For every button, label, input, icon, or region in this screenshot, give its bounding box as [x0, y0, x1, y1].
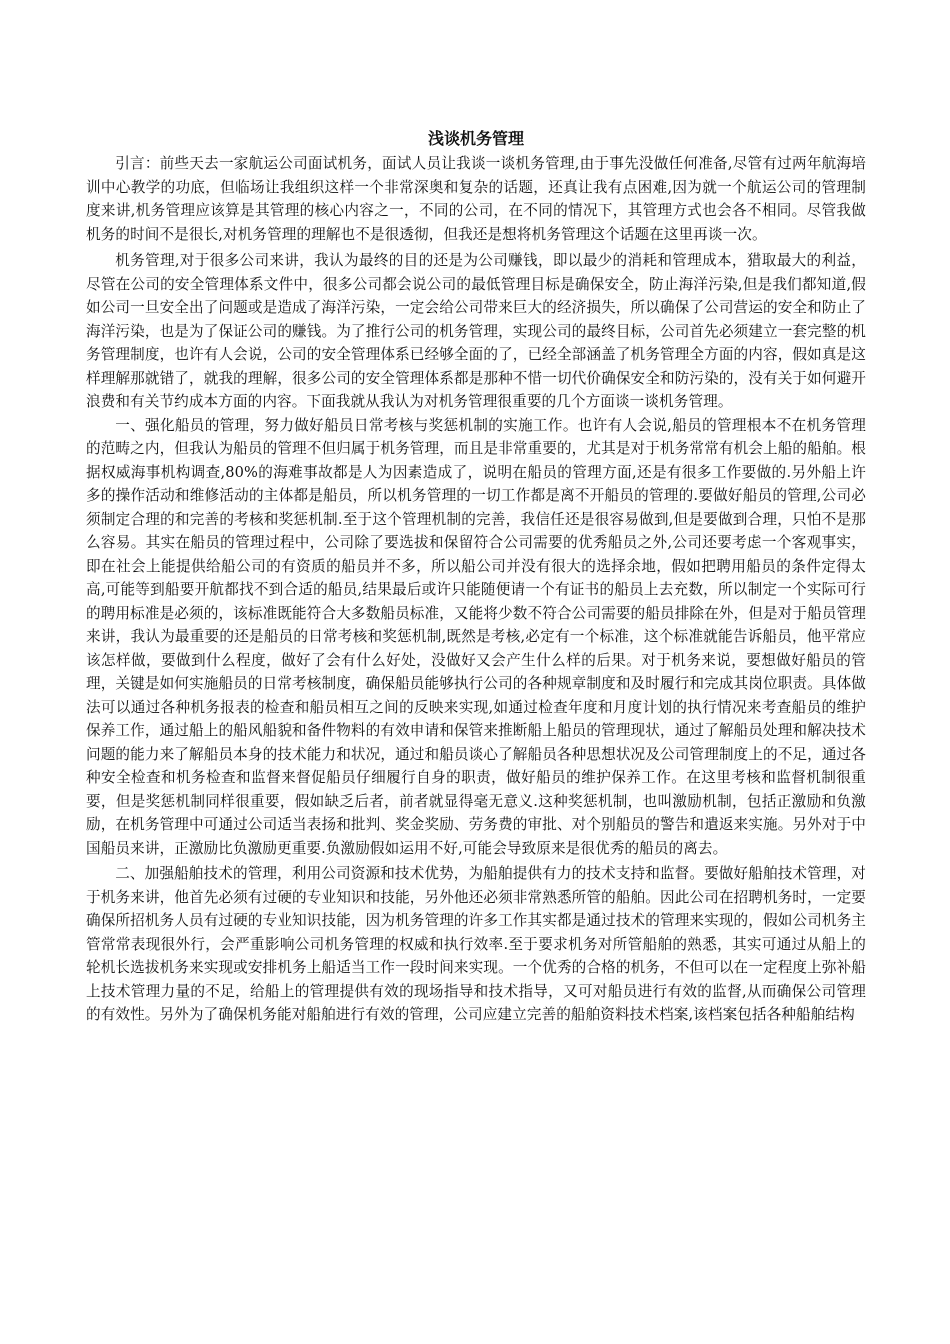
paragraph-technical-management: 二、加强船舶技术的管理，利用公司资源和技术优势，为船舶提供有力的技术支持和监督。要做好船舶技术管理，对于机务来讲，他首先必须有过硬的专业知识和技能，另外他还必须非常熟悉所管的船舶。因此公司在招聘机务时，一定要确保所招机务人员有过硬的专业知识技能，因为机务管理的许多工作其实都是通过技术的管理来实现的，假如公司机务主管常常表现很外行，会严重影响公司机务管理的权威和执行效率.至于要求机务对所管船舶的熟悉，其实可通过从船上的轮机长选拔机务来实现或安排机务上船适当工作一段时间来实现。一个优秀的合格的机务，不但可以在一定程度上弥补船上技术管理力量的不足，给船上的管理提供有效的现场指导和技术指导，又可对船员进行有效的监督,从而确保公司管理的有效性。另外为了确保机务能对船舶进行有效的管理，公司应建立完善的船舶资料技术档案,该档案包括各种船舶结构	[86, 865, 866, 1023]
paragraph-introduction: 引言：前些天去一家航运公司面试机务，面试人员让我谈一谈机务管理,由于事先没做任何准备,尽管有过两年航海培训中心教学的功底，但临场让我组织这样一个非常深奥和复杂的话题，还真让我有点困难,因为就一个航运公司的管理制度来讲,机务管理应该算是其管理的核心内容之一，不同的公司，在不同的情况下，其管理方式也会各不相同。尽管我做机务的时间不是很长,对机务管理的理解也不是很透彻，但我还是想将机务管理这个话题在这里再谈一次。	[86, 155, 866, 243]
paragraph-management-overview: 机务管理,对于很多公司来讲，我认为最终的目的还是为公司赚钱，即以最少的消耗和管理成本，猎取最大的利益，尽管在公司的安全管理体系文件中，很多公司都会说公司的最低管理目标是确保安全，防止海洋污染,但是我们都知道,假如公司一旦安全出了问题或是造成了海洋污染，一定会给公司带来巨大的经济损失，所以确保了公司营运的安全和防止了海洋污染，也是为了保证公司的赚钱。为了推行公司的机务管理，实现公司的最终目标，公司首先必须建立一套完整的机务管理制度，也许有人会说，公司的安全管理体系已经够全面的了，已经全部涵盖了机务管理全方面的内容，假如真是这样理解那就错了，就我的理解，很多公司的安全管理体系都是那种不惜一切代价确保安全和防污染的，没有关于如何避开浪费和有关节约成本方面的内容。下面我就从我认为对机务管理很重要的几个方面谈一谈机务管理。	[86, 252, 866, 410]
paragraph-crew-management: 一、强化船员的管理，努力做好船员日常考核与奖惩机制的实施工作。也许有人会说,船员的管理根本不在机务管理的范畴之内，但我认为船员的管理不但归属于机务管理，而且是非常重要的，尤其是对于机务常常有机会上船的船舶。根据权威海事机构调查,80%的海难事故都是人为因素造成了，说明在船员的管理方面,还是有很多工作要做的.另外船上许多的操作活动和维修活动的主体都是船员，所以机务管理的一切工作都是离不开船员的管理的.要做好船员的管理,公司必须制定合理的和完善的考核和奖惩机制.至于这个管理机制的完善，我信任还是很容易做到,但是要做到合理，只怕不是那么容易。其实在船员的管理过程中，公司除了要选拔和保留符合公司需要的优秀船员之外,公司还要考虑一个客观事实，即在社会上能提供给船公司的有资质的船员并不多，所以船公司并没有很大的选择余地，假如把聘用船员的条件定得太高,可能等到船要开航都找不到合适的船员,结果最后或许只能随便请一个有证书的船员上去充数，所以制定一个实际可行的聘用标准是必须的，该标准既能符合大多数船员标准，又能将少数不符合公司需要的船员排除在外，但是对于船员管理来讲，我认为最重要的还是船员的日常考核和奖惩机制,既然是考核,必定有一个标准，这个标准就能告诉船员，他平常应该怎样做，要做到什么程度，做好了会有什么好处，没做好又会产生什么样的后果。对于机务来说，要想做好船员的管理，关键是如何实施船员的日常考核制度，确保船员能够执行公司的各种规章制度和及时履行和完成其岗位职责。具体做法可以通过各种机务报表的检查和船员相互之间的反映来实现,如通过检查年度和月度计划的执行情况来考查船员的维护保养工作，通过船上的船风船貌和备件物料的有效申请和保管来推断船上船员的管理现状，通过了解船员处理和解决技术问题的能力来了解船员本身的技术能力和状况，通过和船员谈心了解船员各种思想状况及公司管理制度上的不足，通过各种安全检查和机务检查和监督来督促船员仔细履行自身的职责，做好船员的维护保养工作。在这里考核和监督机制很重要，但是奖惩机制同样很重要，假如缺乏后者，前者就显得毫无意义.这种奖惩机制，也叫激励机制，包括正激励和负激励，在机务管理中可通过公司适当表扬和批判、奖金奖励、劳务费的审批、对个别船员的警告和遣返来实施。另外对于中国船员来讲，正激励比负激励更重要.负激励假如运用不好,可能会导致原来是很优秀的船员的离去。	[86, 416, 866, 857]
document-page	[86, 126, 866, 1027]
document-title: 浅谈机务管理	[427, 129, 524, 148]
